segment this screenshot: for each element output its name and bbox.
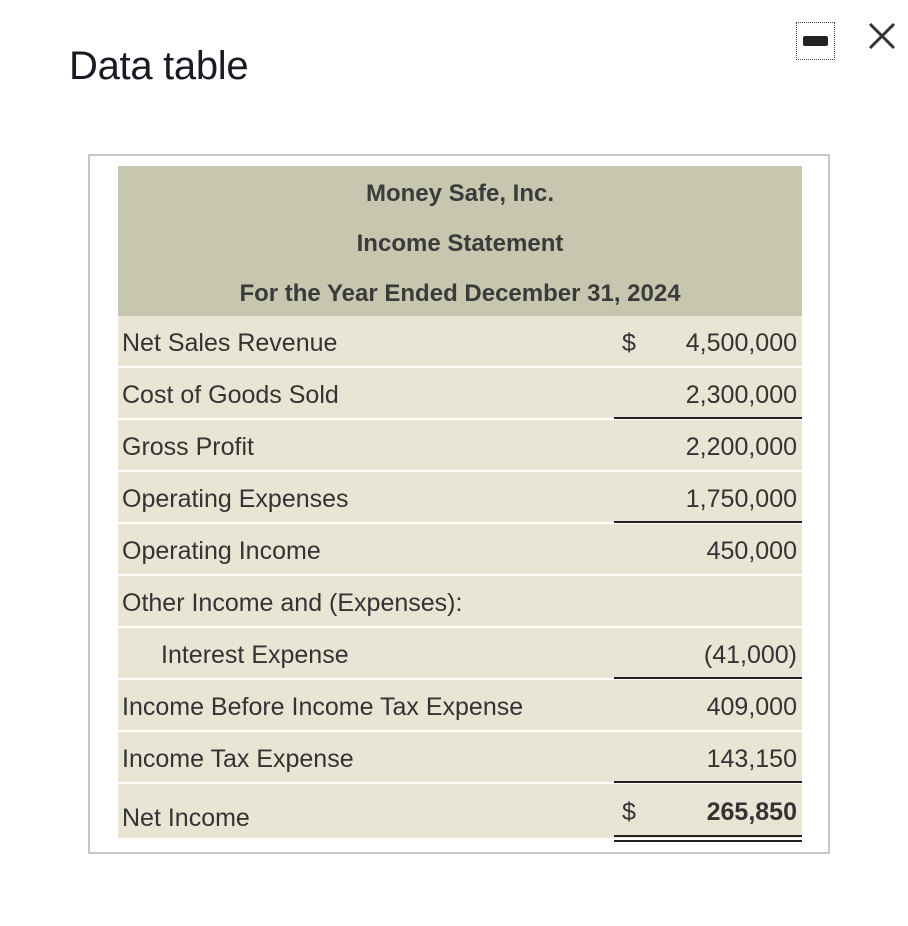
statement-title: Income Statement — [356, 230, 564, 257]
double-underline — [614, 835, 802, 842]
minimize-button[interactable] — [796, 22, 835, 60]
row-label: Net Income — [122, 804, 250, 832]
table-row — [118, 680, 802, 730]
dollar-sign: $ — [622, 329, 636, 357]
row-amount: (41,000) — [703, 641, 797, 669]
dollar-sign: $ — [622, 798, 636, 826]
net-income-amount: 265,850 — [706, 798, 797, 826]
statement-period: For the Year Ended December 31, 2024 — [239, 280, 681, 307]
row-amount: 409,000 — [706, 693, 797, 721]
row-amount: 4,500,000 — [685, 329, 797, 357]
row-amount: 1,750,000 — [685, 485, 797, 513]
row-label: Income Tax Expense — [122, 745, 354, 773]
close-button[interactable] — [866, 20, 898, 52]
row-label: Operating Income — [122, 537, 321, 565]
total-underline — [614, 781, 802, 783]
table-row — [118, 316, 802, 366]
table-row — [118, 472, 802, 522]
table-row — [118, 628, 802, 678]
total-underline — [614, 417, 802, 419]
total-underline — [614, 521, 802, 523]
row-amount: 450,000 — [706, 537, 797, 565]
row-label: Net Sales Revenue — [122, 329, 338, 357]
table-row — [118, 576, 802, 626]
dialog-title: Data table — [69, 44, 249, 88]
row-label: Income Before Income Tax Expense — [122, 693, 524, 721]
table-row — [118, 732, 802, 782]
statement-header — [118, 166, 802, 316]
table-row — [118, 784, 802, 838]
row-amount: 2,300,000 — [685, 381, 797, 409]
row-amount: 143,150 — [706, 745, 797, 773]
table-row — [118, 420, 802, 470]
row-label: Other Income and (Expenses): — [122, 589, 463, 617]
income-statement — [118, 166, 802, 838]
close-icon — [866, 20, 898, 52]
row-label: Interest Expense — [161, 641, 349, 669]
row-label: Gross Profit — [122, 433, 254, 461]
row-amount: 2,200,000 — [685, 433, 797, 461]
table-row — [118, 524, 802, 574]
row-label: Cost of Goods Sold — [122, 381, 339, 409]
table-row — [118, 368, 802, 418]
total-underline — [614, 677, 802, 679]
row-label: Operating Expenses — [122, 485, 349, 513]
minimize-icon — [803, 36, 828, 46]
company-name: Money Safe, Inc. — [365, 180, 555, 207]
